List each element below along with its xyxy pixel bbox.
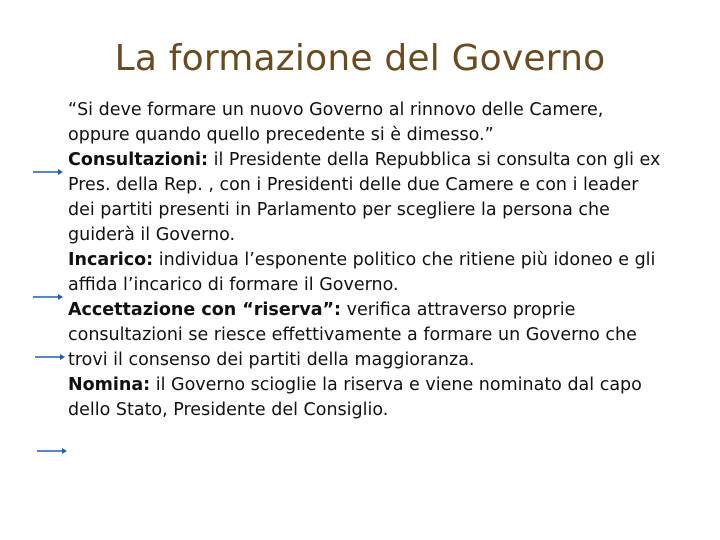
intro-quote: “Si deve formare un nuovo Governo al rinnovo delle Camere, oppure quando quello precedente si è dimesso.” — [68, 100, 604, 145]
arrow-right-icon — [32, 167, 64, 177]
arrow-right-icon — [32, 292, 64, 302]
item-text: il Governo scioglie la riserva e viene nominato dal capo dello Stato, Presidente del Consiglio. — [68, 375, 642, 420]
item-text: il Presidente della Repubblica si consulta con gli ex Pres. della Rep. , con i Presidenti delle due Camere e con i leader dei partiti presenti in Parlamento per scegliere la persona che guiderà il Governo. — [68, 150, 661, 245]
slide-body — [68, 98, 668, 423]
item-consultazioni — [68, 148, 668, 248]
arrow-right-icon — [34, 352, 66, 362]
item-nomina — [68, 373, 668, 423]
item-incarico — [68, 248, 668, 298]
item-text: individua l’esponente politico che ritiene più idoneo e gli affida l’incarico di formare il Governo. — [68, 250, 656, 295]
item-term: Accettazione con “riserva”: — [68, 300, 342, 320]
item-term: Consultazioni: — [68, 150, 209, 170]
item-text: verifica attraverso proprie consultazioni se riesce effettivamente a formare un Governo che trovi il consenso dei partiti della maggioranza. — [68, 300, 637, 370]
item-term: Nomina: — [68, 375, 151, 395]
arrow-right-icon — [36, 446, 68, 456]
slide-title: La formazione del Governo — [114, 38, 606, 79]
item-term: Incarico: — [68, 250, 154, 270]
item-accettazione — [68, 298, 668, 373]
